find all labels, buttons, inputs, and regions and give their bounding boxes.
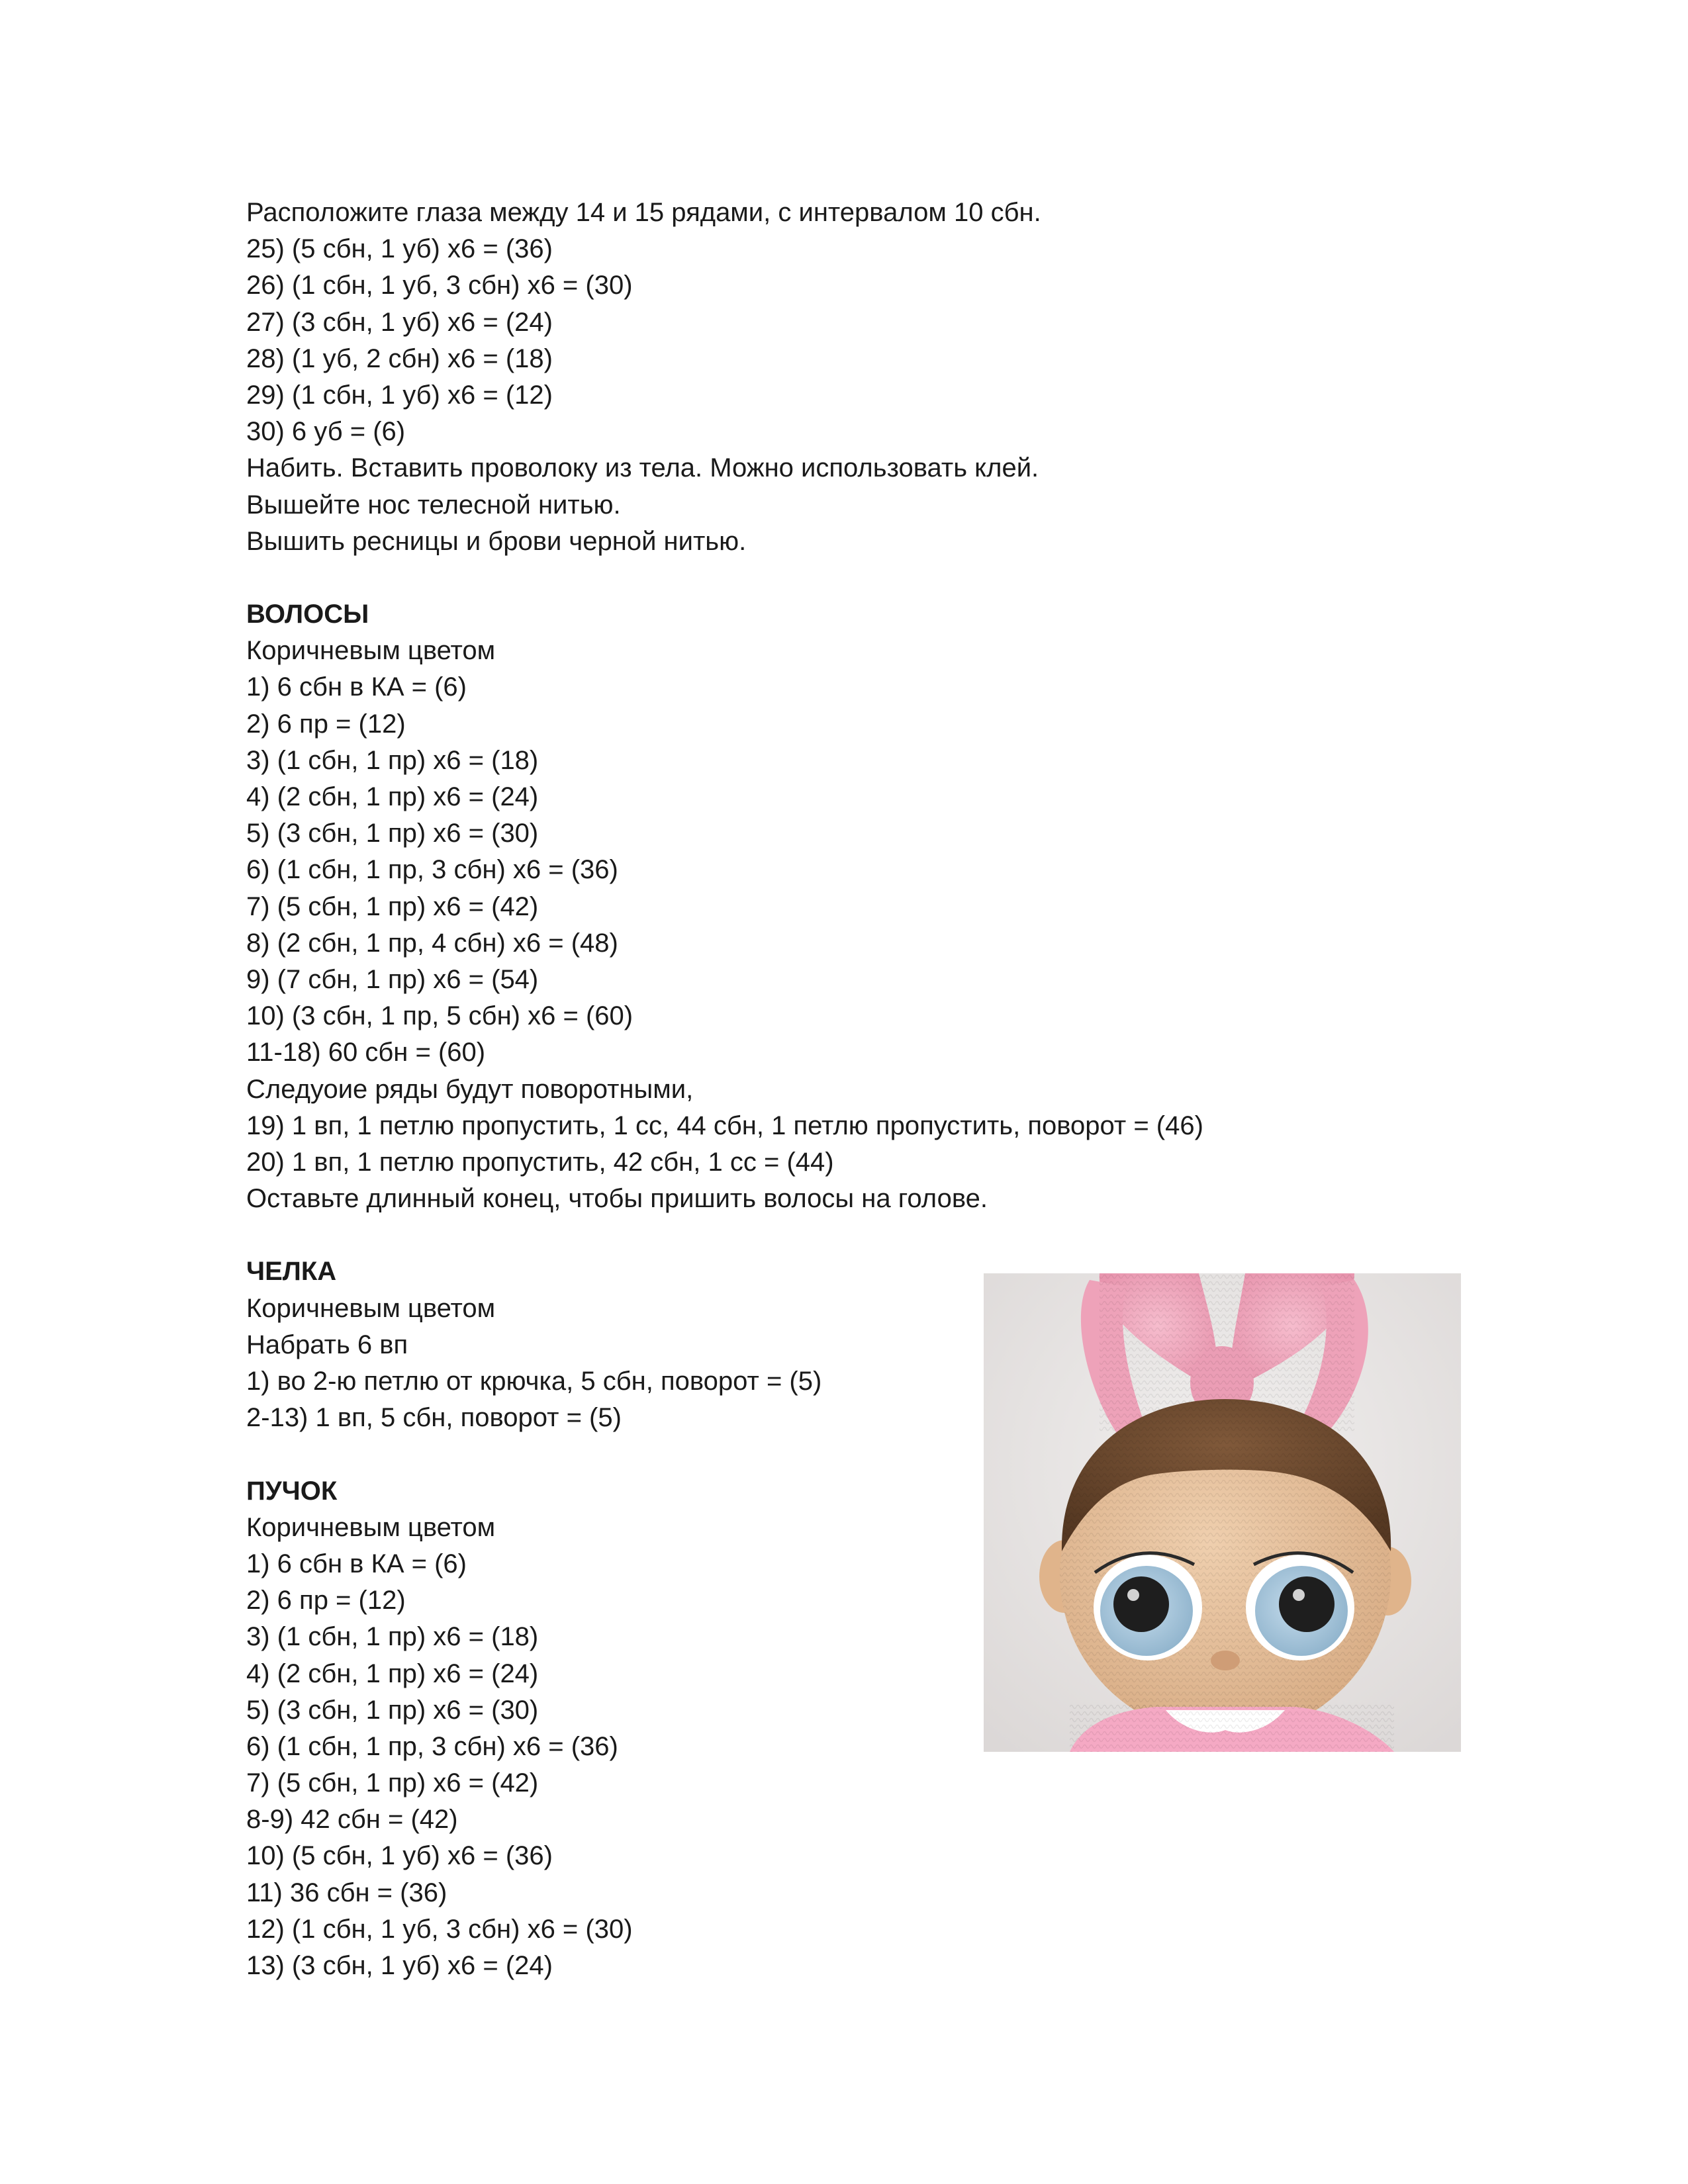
text-line: Следуоие ряды будут поворотными, (246, 1074, 694, 1104)
text-line: 2) 6 пр = (12) (246, 1586, 406, 1615)
dress (1070, 1704, 1394, 1752)
text-line: 1) 6 сбн в КА = (6) (246, 1549, 467, 1578)
text-line: 25) (5 сбн, 1 уб) х6 = (36) (246, 234, 553, 264)
text-line: 12) (1 сбн, 1 уб, 3 сбн) х6 = (30) (246, 1914, 633, 1944)
text-line: Оставьте длинный конец, чтобы пришить волосы на голове. (246, 1184, 988, 1214)
text-line: Вышить ресницы и брови черной нитью. (246, 526, 747, 556)
text-line: 8) (2 сбн, 1 пр, 4 сбн) х6 = (48) (246, 928, 618, 958)
text-line: 1) во 2-ю петлю от крючка, 5 сбн, поворот = (5) (246, 1367, 822, 1396)
text-line: 28) (1 уб, 2 сбн) х6 = (18) (246, 343, 553, 373)
section-heading: ЧЕЛКА (246, 1257, 337, 1287)
text-line: 5) (3 сбн, 1 пр) х6 = (30) (246, 1695, 539, 1725)
text-line: 6) (1 сбн, 1 пр, 3 сбн) х6 = (36) (246, 855, 618, 885)
text-line: 10) (5 сбн, 1 уб) х6 = (36) (246, 1841, 553, 1871)
text-line: Расположите глаза между 14 и 15 рядами, с интервалом 10 сбн. (246, 198, 1041, 227)
text-line: Коричневым цветом (246, 1512, 496, 1542)
text-line: 13) (3 сбн, 1 уб) х6 = (24) (246, 1951, 553, 1980)
section-gap (246, 560, 1372, 596)
text-line: 2) 6 пр = (12) (246, 709, 406, 739)
text-line: 4) (2 сбн, 1 пр) х6 = (24) (246, 782, 539, 811)
text-line: Коричневым цветом (246, 636, 496, 666)
text-line: 3) (1 сбн, 1 пр) х6 = (18) (246, 1622, 539, 1652)
text-line: 7) (5 сбн, 1 пр) х6 = (42) (246, 1768, 539, 1798)
text-line: Набрать 6 вп (246, 1330, 408, 1359)
section-heading: ПУЧОК (246, 1476, 338, 1506)
text-line: 30) 6 уб = (6) (246, 417, 406, 447)
text-line: 9) (7 сбн, 1 пр) х6 = (54) (246, 964, 539, 994)
text-line: 3) (1 сбн, 1 пр) х6 = (18) (246, 745, 539, 775)
head-finish-section (246, 195, 1372, 560)
section-heading: ВОЛОСЫ (246, 600, 369, 629)
hair-section (246, 596, 1372, 1217)
text-line: 8-9) 42 сбн = (42) (246, 1805, 458, 1835)
doll-photo (984, 1273, 1461, 1752)
text-line: 6) (1 сбн, 1 пр, 3 сбн) х6 = (36) (246, 1731, 618, 1761)
text-line: 1) 6 сбн в КА = (6) (246, 672, 467, 702)
text-line: 26) (1 сбн, 1 уб, 3 сбн) х6 = (30) (246, 271, 633, 300)
text-line: 27) (3 сбн, 1 уб) х6 = (24) (246, 307, 553, 337)
text-line: Коричневым цветом (246, 1293, 496, 1323)
text-line: 4) (2 сбн, 1 пр) х6 = (24) (246, 1659, 539, 1688)
text-line: 7) (5 сбн, 1 пр) х6 = (42) (246, 891, 539, 921)
text-line: 29) (1 сбн, 1 уб) х6 = (12) (246, 380, 553, 410)
text-line: 10) (3 сбн, 1 пр, 5 сбн) х6 = (60) (246, 1001, 633, 1031)
nose (1211, 1651, 1240, 1670)
text-line: 11) 36 сбн = (36) (246, 1878, 447, 1907)
text-line: 20) 1 вп, 1 петлю пропустить, 42 сбн, 1 сс = (44) (246, 1147, 834, 1177)
text-line: Набить. Вставить проволоку из тела. Можно использовать клей. (246, 453, 1039, 483)
section-gap (246, 1217, 1372, 1253)
text-line: 19) 1 вп, 1 петлю пропустить, 1 сс, 44 сбн, 1 петлю пропустить, поворот = (46) (246, 1111, 1203, 1140)
text-line: 11-18) 60 сбн = (60) (246, 1038, 486, 1068)
text-line: Вышейте нос телесной нитью. (246, 490, 621, 520)
text-line: 5) (3 сбн, 1 пр) х6 = (30) (246, 819, 539, 848)
doll-illustration (984, 1273, 1461, 1752)
text-line: 2-13) 1 вп, 5 сбн, поворот = (5) (246, 1403, 622, 1433)
